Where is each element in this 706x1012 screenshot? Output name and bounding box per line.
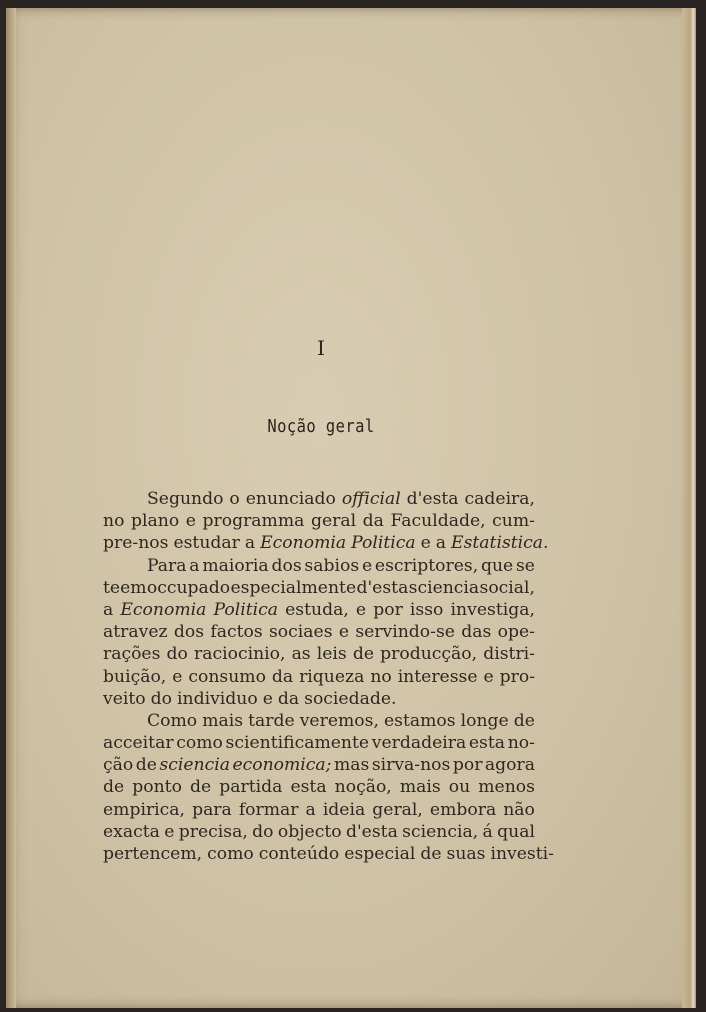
word: economica; xyxy=(232,755,332,776)
word: sabios xyxy=(304,555,360,576)
word: das xyxy=(461,622,492,643)
word: official xyxy=(341,489,401,509)
word: producção, xyxy=(380,644,478,665)
word: como xyxy=(176,733,223,754)
word: noção, xyxy=(334,777,392,798)
word: agora xyxy=(484,755,535,776)
word: por xyxy=(452,755,483,776)
word: leis xyxy=(316,644,347,665)
word: enunciado xyxy=(245,489,336,509)
word: geral, xyxy=(372,799,423,820)
word: maioria xyxy=(202,555,269,576)
text-line xyxy=(103,643,535,665)
word: sociaes xyxy=(268,622,333,643)
word: investiga, xyxy=(450,599,535,620)
word: a xyxy=(103,599,114,620)
text-line xyxy=(103,754,535,776)
word: estudar xyxy=(173,533,240,554)
word: interesse xyxy=(397,666,478,687)
word: plano xyxy=(131,511,180,532)
text-line xyxy=(103,821,535,843)
word: exacta xyxy=(103,821,160,842)
word: objecto xyxy=(277,821,342,842)
word: Economia xyxy=(260,533,347,554)
word: de xyxy=(513,710,535,731)
text-line xyxy=(103,688,535,710)
word: pre-nos xyxy=(103,533,169,554)
text-line xyxy=(103,710,535,732)
word: atravez xyxy=(103,622,168,643)
word: Faculdade, xyxy=(390,511,486,532)
word: do xyxy=(166,644,188,665)
word: ope- xyxy=(497,622,535,643)
word: estamos xyxy=(383,710,456,731)
chapter-number: I xyxy=(317,336,325,360)
page-spine-shadow xyxy=(6,8,16,1008)
word: dos xyxy=(271,555,302,576)
word: a xyxy=(189,555,200,576)
word: que xyxy=(480,555,514,576)
word: acceitar xyxy=(103,733,174,754)
word: raciocinio, xyxy=(194,644,286,665)
word: ponto xyxy=(132,777,182,798)
word: Politica xyxy=(213,599,278,620)
word: especial xyxy=(344,844,416,864)
word: precisa, xyxy=(178,821,248,842)
text-line xyxy=(103,843,554,865)
word: e xyxy=(355,599,367,620)
word: sciencia, xyxy=(402,821,479,842)
word: sirva-nos xyxy=(371,755,451,776)
text-line xyxy=(103,621,535,643)
word: cum- xyxy=(492,511,535,532)
word: qual xyxy=(497,821,535,842)
word: sciencia xyxy=(159,755,230,776)
word: geral xyxy=(310,511,357,532)
word: como xyxy=(207,844,254,864)
word: e xyxy=(361,555,373,576)
word: pro- xyxy=(499,666,535,687)
word: investi- xyxy=(490,844,554,864)
word: empirica, xyxy=(103,799,186,820)
text-line xyxy=(103,488,535,510)
word: conteúdo xyxy=(258,844,340,864)
word: cadeira, xyxy=(464,489,535,509)
word: Estatistica. xyxy=(451,533,549,554)
word: teem xyxy=(103,577,147,598)
word: verdadeira xyxy=(371,733,467,754)
word: suas xyxy=(446,844,486,864)
word: de xyxy=(135,755,157,776)
text-line xyxy=(103,555,535,577)
word: no- xyxy=(507,733,535,754)
section-title: Noção geral xyxy=(267,416,375,437)
word: da xyxy=(362,511,384,532)
word: individuo xyxy=(177,688,258,709)
word: da xyxy=(271,666,294,687)
word: e xyxy=(262,688,273,709)
word: tarde xyxy=(248,710,295,731)
word: estuda, xyxy=(285,599,349,620)
word: veremos, xyxy=(299,710,379,731)
word: á xyxy=(482,821,493,842)
word: a xyxy=(435,533,447,554)
text-line xyxy=(103,510,535,532)
word: sciencia xyxy=(408,577,480,598)
word: e xyxy=(164,821,175,842)
word: Segundo xyxy=(147,489,224,509)
word: para xyxy=(192,799,232,820)
word: veito xyxy=(103,688,146,709)
word: riqueza xyxy=(299,666,365,687)
text-line xyxy=(103,732,535,754)
word: rações xyxy=(103,644,161,665)
word: consumo xyxy=(188,666,266,687)
word: mais xyxy=(399,777,441,798)
word: formar xyxy=(238,799,299,820)
word: mas xyxy=(333,755,370,776)
word: no xyxy=(370,666,392,687)
word: d'esta xyxy=(345,821,398,842)
word: e xyxy=(483,666,494,687)
word: partida xyxy=(219,777,283,798)
word: e xyxy=(172,666,183,687)
word: mais xyxy=(202,710,244,731)
word: buição, xyxy=(103,666,167,687)
word: de xyxy=(352,644,375,665)
word: sociedade. xyxy=(304,688,397,709)
word: social, xyxy=(479,577,535,598)
word: Politica xyxy=(351,533,416,554)
word: esta xyxy=(468,733,506,754)
word: a xyxy=(244,533,256,554)
word: o xyxy=(229,489,240,509)
word: e xyxy=(420,533,431,554)
word: programma xyxy=(202,511,305,532)
body-text xyxy=(103,488,554,865)
word: menos xyxy=(478,777,535,798)
text-line xyxy=(103,577,535,599)
page-edge xyxy=(682,8,696,1008)
text-line xyxy=(103,532,549,554)
word: especialmente xyxy=(230,577,357,598)
word: ideia xyxy=(322,799,366,820)
word: se xyxy=(515,555,535,576)
text-line xyxy=(103,799,535,821)
word: dos xyxy=(173,622,205,643)
paragraph xyxy=(103,488,549,555)
word: as xyxy=(291,644,311,665)
word: longe xyxy=(460,710,509,731)
word: escriptores, xyxy=(374,555,479,576)
word: Para xyxy=(147,555,187,576)
paragraph xyxy=(103,710,554,865)
word: factos xyxy=(210,622,263,643)
word: de xyxy=(190,777,212,798)
text-line xyxy=(103,599,535,621)
word: ou xyxy=(448,777,471,798)
word: Economia xyxy=(120,599,207,620)
word: do xyxy=(150,688,172,709)
word: da xyxy=(277,688,300,709)
word: e xyxy=(338,622,349,643)
word: occupado xyxy=(146,577,231,598)
word: do xyxy=(252,821,274,842)
word: a xyxy=(305,799,316,820)
word: de xyxy=(420,844,442,864)
word: e xyxy=(185,511,196,532)
paragraph xyxy=(103,555,535,710)
word: no xyxy=(103,511,125,532)
text-line xyxy=(103,776,535,798)
word: scientificamente xyxy=(225,733,370,754)
word: embora xyxy=(429,799,497,820)
word: de xyxy=(103,777,125,798)
word: Como xyxy=(147,710,198,731)
text-line xyxy=(103,666,535,688)
word: distri- xyxy=(483,644,535,665)
book-page xyxy=(6,8,696,1008)
word: não xyxy=(503,799,535,820)
word: ção xyxy=(103,755,134,776)
word: servindo-se xyxy=(355,622,455,643)
word: pertencem, xyxy=(103,844,203,864)
word: por xyxy=(373,599,403,620)
word: d'esta xyxy=(406,489,459,509)
word: esta xyxy=(290,777,327,798)
word: isso xyxy=(409,599,444,620)
word: d'esta xyxy=(356,577,409,598)
